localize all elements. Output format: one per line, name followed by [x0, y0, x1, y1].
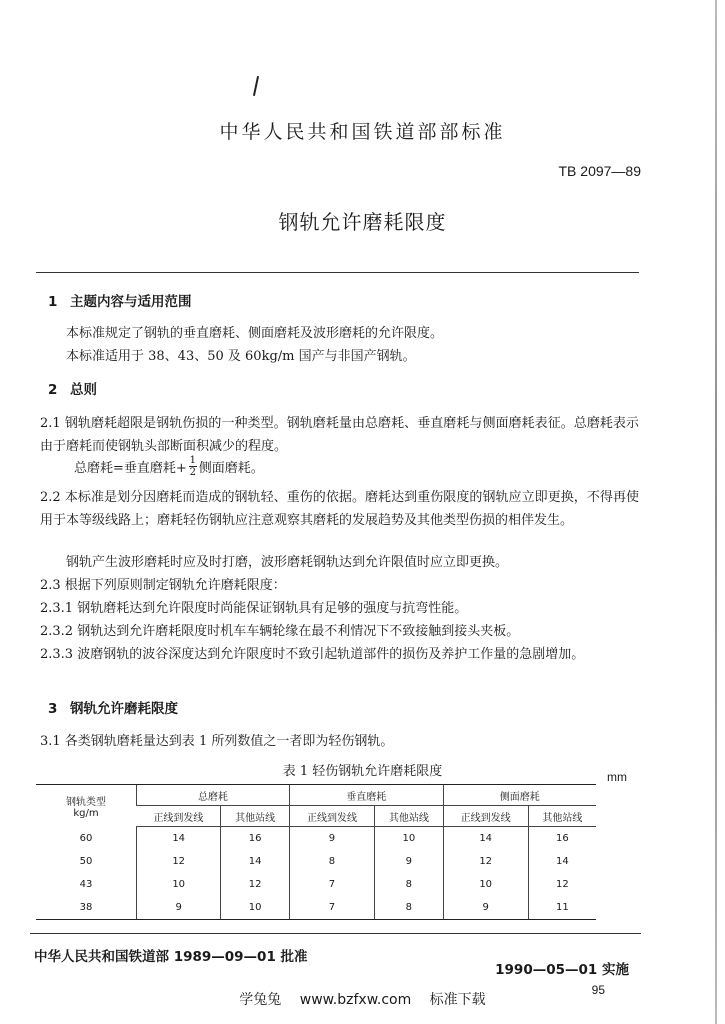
table-cell: 10 — [137, 873, 221, 896]
page-number: 95 — [591, 983, 605, 997]
table-cell: 12 — [528, 873, 596, 896]
total-wear-formula — [74, 455, 264, 478]
group-header: 总磨耗 — [137, 785, 290, 806]
table-cell: 14 — [528, 850, 596, 873]
group-header: 垂直磨耗 — [289, 785, 443, 806]
rail-type-cell: 50 — [79, 856, 93, 867]
organization-header: 中华人民共和国铁道部部标准 — [219, 121, 506, 143]
wear-limit-table — [36, 784, 596, 920]
subheader-cell: 其他站线 — [221, 806, 290, 827]
clause-2-3-1: 2.3.1 钢轨磨耗达到允许限度时尚能保证钢轨具有足够的强度与抗弯性能。 — [40, 601, 468, 616]
table-cell: 14 — [137, 827, 221, 851]
rail-type-header — [36, 785, 137, 827]
watermark-footer[interactable]: 学兔兔 www.bzfxw.com 标准下载 — [239, 992, 486, 1008]
approval-line: 中华人民共和国铁道部 1989—09—01 批准 — [34, 949, 308, 965]
section-number: 1 — [48, 294, 58, 310]
group-header: 侧面磨耗 — [443, 785, 596, 806]
rail-type-header-unit: kg/m — [73, 807, 99, 819]
section-number: 2 — [48, 382, 58, 398]
table-cell: 10 — [443, 873, 528, 896]
table-cell: 8 — [375, 873, 444, 896]
effective-date: 1990—05—01 实施 — [495, 962, 629, 978]
rail-type-header-label: 钢轨类型 — [66, 796, 106, 808]
table-row — [36, 873, 596, 896]
table-cell: 7 — [289, 873, 374, 896]
table-row — [36, 896, 596, 920]
section-title: 钢轨允许磨耗限度 — [70, 701, 178, 717]
scan-edge — [715, 0, 717, 1024]
clause-2-1: 2.1 钢轨磨耗超限是钢轨伤损的一种类型。钢轨磨耗量由总磨耗、垂直磨耗与侧面磨耗表征。总磨耗表示由于磨耗而使钢轨头部断面积减少的程度。 — [40, 416, 639, 454]
table-row — [36, 850, 596, 873]
title-divider — [36, 272, 639, 273]
table-cell: 14 — [221, 850, 290, 873]
table-cell: 8 — [289, 850, 374, 873]
rail-type-cell: 60 — [79, 832, 93, 844]
table-group-header-row — [36, 785, 596, 806]
table-unit: mm — [607, 770, 627, 784]
clause-3-1: 3.1 各类钢轨磨耗量达到表 1 所列数值之一者即为轻伤钢轨。 — [40, 734, 394, 749]
clause-2-3-3: 2.3.3 波磨钢轨的波谷深度达到允许限度时不致引起轨道部件的损伤及养护工作量的急剧增加。 — [40, 647, 585, 662]
fraction-numerator: 1 — [189, 455, 196, 466]
table-cell: 10 — [221, 896, 290, 920]
clause-2-3-2: 2.3.2 钢轨达到允许磨耗限度时机车车辆轮缘在最不利情况下不致接触到接头夹板。 — [40, 624, 520, 639]
subheader-cell: 正线到发线 — [137, 806, 221, 827]
table-cell: 10 — [375, 827, 444, 851]
formula-left: 总磨耗=垂直磨耗+ — [74, 461, 187, 476]
standard-number: TB 2097—89 — [558, 163, 641, 179]
table-cell: 12 — [137, 850, 221, 873]
clause-2-2: 2.2 本标准是划分因磨耗而造成的钢轨轻、重伤的依据。磨耗达到重伤限度的钢轨应立即更换，不得再使用于本等级线路上；磨耗轻伤钢轨应注意观察其磨耗的发展趋势及其他类型伤损的相伴发生。 — [40, 490, 639, 528]
table-cell: 9 — [289, 827, 374, 851]
subheader-cell: 其他站线 — [375, 806, 444, 827]
table-row — [36, 827, 596, 851]
table-cell: 12 — [443, 850, 528, 873]
section-1-heading — [48, 290, 192, 310]
pen-mark — [253, 76, 259, 96]
section-title: 总则 — [70, 382, 97, 398]
section-title: 主题内容与适用范围 — [70, 294, 192, 310]
footer-divider — [30, 933, 641, 934]
subheader-cell: 其他站线 — [528, 806, 596, 827]
table-cell: 8 — [375, 896, 444, 920]
subheader-cell: 正线到发线 — [443, 806, 528, 827]
table-cell: 16 — [221, 827, 290, 851]
formula-right: 侧面磨耗。 — [198, 461, 264, 476]
table-cell: 16 — [528, 827, 596, 851]
rail-type-cell: 38 — [36, 896, 137, 920]
table-cell: 9 — [443, 896, 528, 920]
section-1-para-2: 本标准适用于 38、43、50 及 60kg/m 国产与非国产钢轨。 — [66, 349, 416, 364]
clause-2-2-continued: 钢轨产生波形磨耗时应及时打磨，波形磨耗钢轨达到允许限值时应立即更换。 — [66, 555, 509, 570]
subheader-cell: 正线到发线 — [289, 806, 374, 827]
table-cell: 7 — [289, 896, 374, 920]
table-cell: 9 — [137, 896, 221, 920]
table-cell: 14 — [443, 827, 528, 851]
table-cell: 12 — [221, 873, 290, 896]
section-3-heading — [48, 697, 178, 717]
fraction-one-half — [189, 455, 197, 478]
section-number: 3 — [48, 701, 58, 717]
document-title: 钢轨允许磨耗限度 — [278, 210, 447, 234]
section-1-para-1: 本标准规定了钢轨的垂直磨耗、侧面磨耗及波形磨耗的允许限度。 — [66, 326, 444, 341]
table-cell: 9 — [375, 850, 444, 873]
fraction-denominator: 2 — [189, 467, 196, 478]
table-caption: 表 1 轻伤钢轨允许磨耗限度 — [282, 764, 443, 779]
clause-2-3: 2.3 根据下列原则制定钢轨允许磨耗限度： — [40, 578, 286, 593]
rail-type-cell: 43 — [79, 879, 93, 890]
table-cell: 11 — [528, 896, 596, 920]
section-2-heading — [48, 378, 97, 398]
